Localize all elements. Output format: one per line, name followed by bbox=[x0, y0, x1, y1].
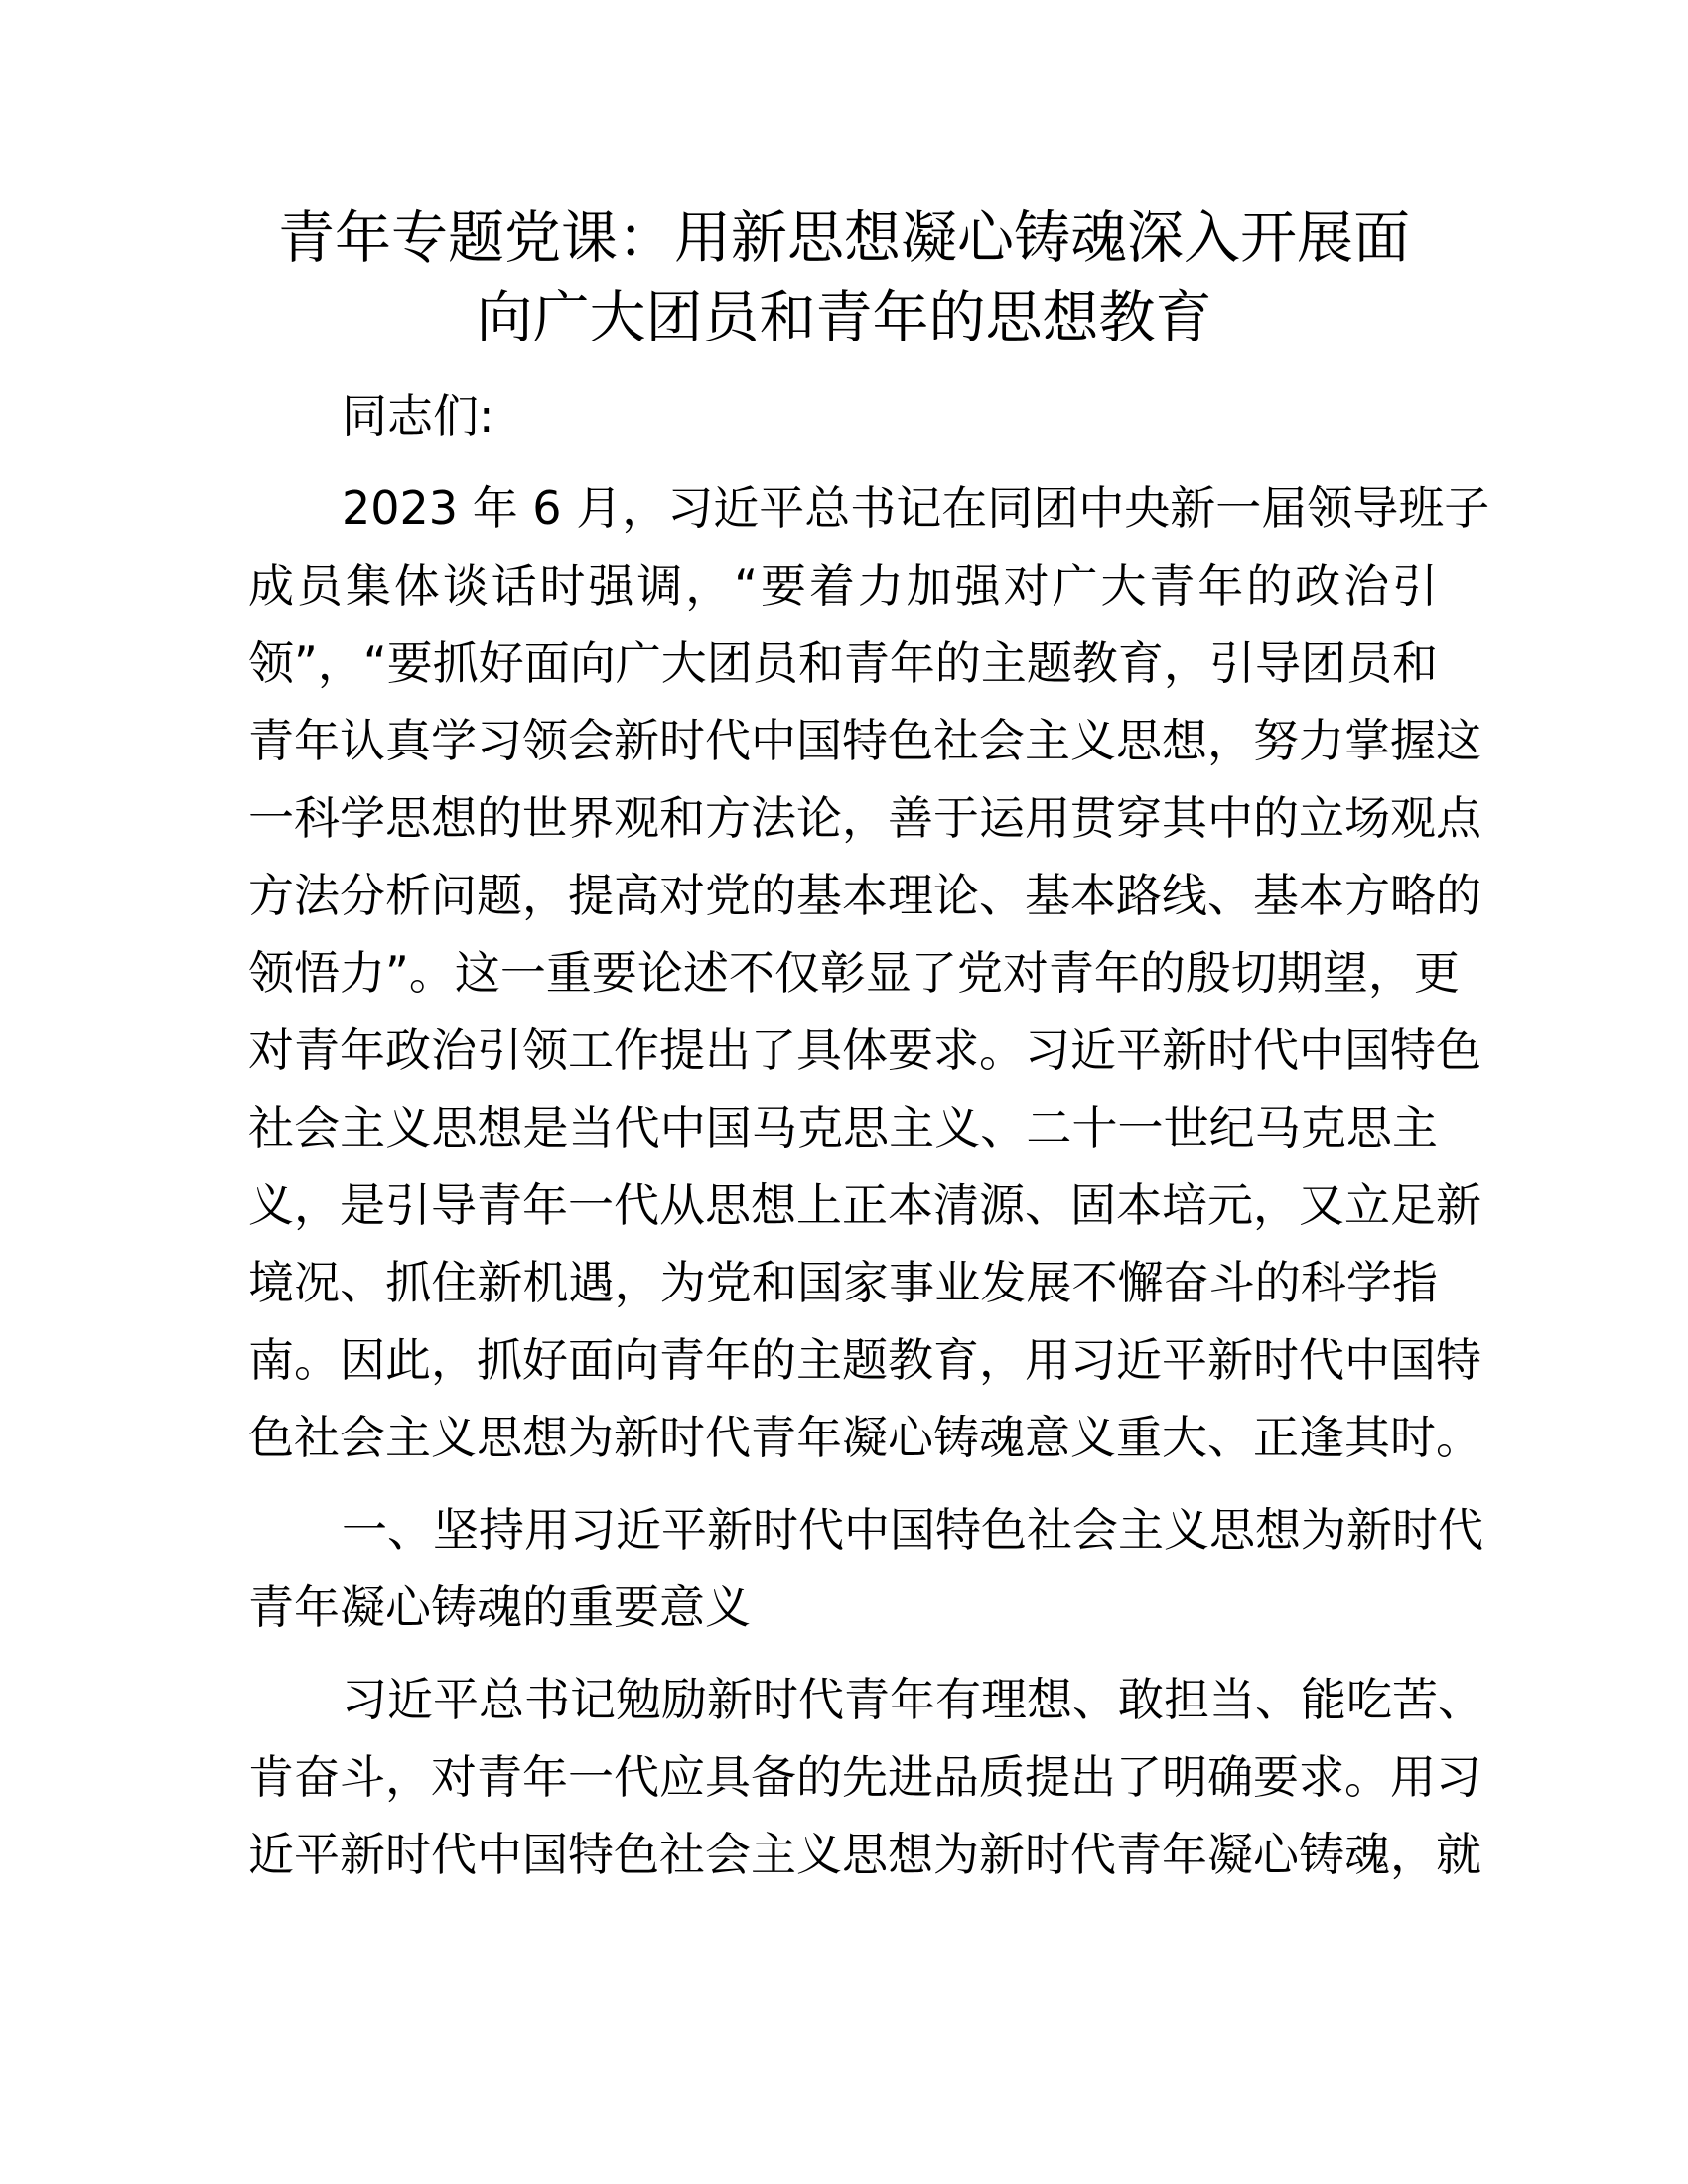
heading-line: 一、坚持用习近平新时代中国特色社会主义思想为新时代 bbox=[342, 1503, 1483, 1557]
document-title bbox=[0, 199, 1688, 357]
section-heading-1 bbox=[248, 1491, 1483, 1646]
text-line: 青年认真学习领会新时代中国特色社会主义思想，努力掌握这 bbox=[248, 714, 1481, 767]
text-line: 成员集体谈话时强调，“要着力加强对广大青年的政治引 bbox=[248, 559, 1438, 613]
text-line: 方法分析问题，提高对党的基本理论、基本路线、基本方略的 bbox=[248, 869, 1481, 922]
text-line: 南。因此，抓好面向青年的主题教育，用习近平新时代中国特 bbox=[248, 1333, 1481, 1387]
text-line: 2023 年 6 月，习近平总书记在同团中央新一届领导班子 bbox=[342, 481, 1490, 535]
text-line: 近平新时代中国特色社会主义思想为新时代青年凝心铸魂，就 bbox=[248, 1828, 1481, 1881]
text-line: 领悟力”。这一重要论述不仅彰显了党对青年的殷切期望，更 bbox=[248, 946, 1460, 1000]
text-line: 色社会主义思想为新时代青年凝心铸魂意义重大、正逢其时。 bbox=[248, 1411, 1481, 1464]
text-line: 社会主义思想是当代中国马克思主义、二十一世纪马克思主 bbox=[248, 1101, 1438, 1155]
title-line-2: 向广大团员和青年的思想教育 bbox=[476, 285, 1212, 350]
salutation: 同志们: bbox=[342, 389, 494, 443]
text-line: 肯奋斗，对青年一代应具备的先进品质提出了明确要求。用习 bbox=[248, 1750, 1481, 1804]
section-1-paragraph bbox=[248, 1661, 1483, 1893]
text-line: 义，是引导青年一代从思想上正本清源、固本培元，又立足新 bbox=[248, 1178, 1481, 1232]
text-line: 领”，“要抓好面向广大团员和青年的主题教育，引导团员和 bbox=[248, 636, 1438, 690]
heading-line: 青年凝心铸魂的重要意义 bbox=[248, 1580, 751, 1634]
text-line: 一科学思想的世界观和方法论，善于运用贯穿其中的立场观点 bbox=[248, 791, 1481, 845]
document-body bbox=[248, 377, 1490, 1908]
text-line: 对青年政治引领工作提出了具体要求。习近平新时代中国特色 bbox=[248, 1024, 1481, 1077]
intro-paragraph bbox=[248, 470, 1490, 1476]
salutation-paragraph bbox=[248, 377, 1438, 455]
text-line: 境况、抓住新机遇，为党和国家事业发展不懈奋斗的科学指 bbox=[248, 1256, 1438, 1309]
text-line: 习近平总书记勉励新时代青年有理想、敢担当、能吃苦、 bbox=[342, 1673, 1483, 1726]
title-line-1: 青年专题党课：用新思想凝心铸魂深入开展面 bbox=[278, 205, 1410, 271]
